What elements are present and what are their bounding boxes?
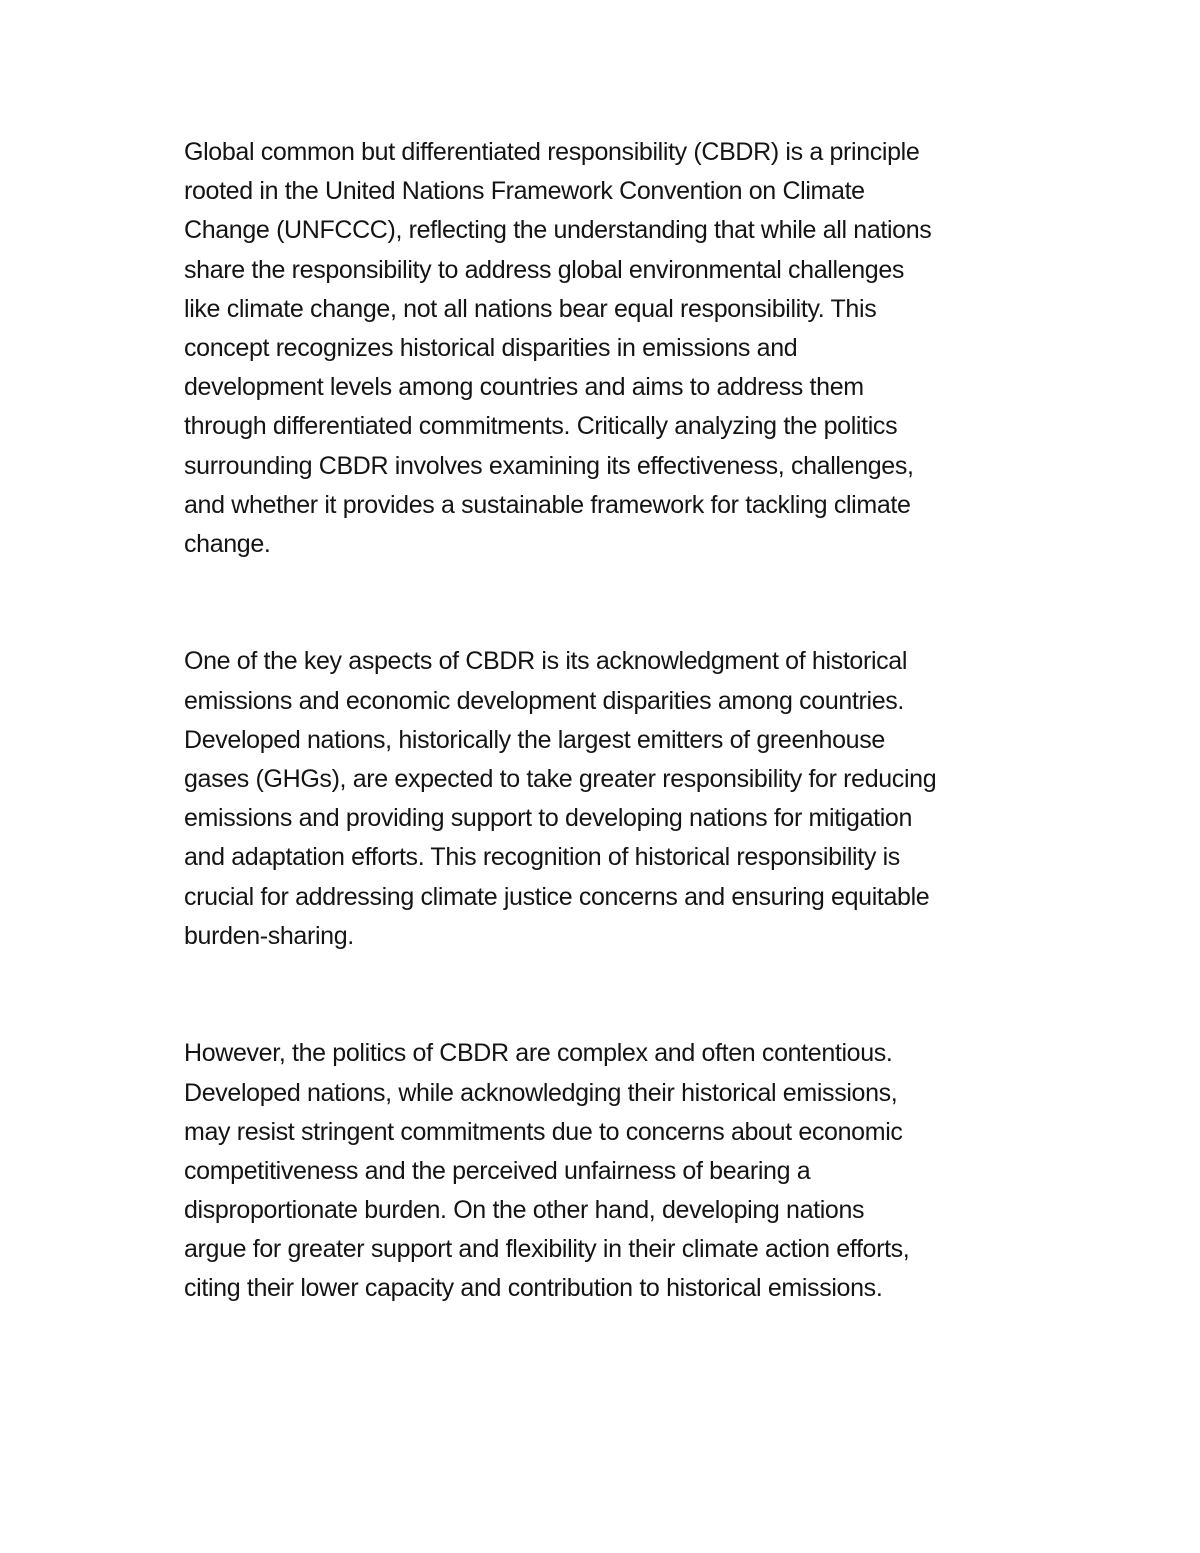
paragraph-line: and whether it provides a sustainable framework for tackling climate <box>184 490 911 519</box>
paragraph-2 <box>184 642 1034 956</box>
paragraph-1 <box>184 133 1034 564</box>
paragraph-line: burden-sharing. <box>184 921 354 950</box>
paragraph-line: emissions and economic development disparities among countries. <box>184 686 905 715</box>
paragraph-line: development levels among countries and aims to address them <box>184 373 864 402</box>
paragraph-line: share the responsibility to address global environmental challenges <box>184 255 905 284</box>
paragraph-line: concept recognizes historical disparities in emissions and <box>184 333 798 362</box>
paragraph-line: through differentiated commitments. Critically analyzing the politics <box>184 412 898 441</box>
document-body <box>184 133 1034 1309</box>
paragraph-line: argue for greater support and flexibility in their climate action efforts, <box>184 1235 910 1264</box>
paragraph-line: surrounding CBDR involves examining its effectiveness, challenges, <box>184 451 914 480</box>
paragraph-3 <box>184 1034 1034 1308</box>
paragraph-line: Global common but differentiated responsibility (CBDR) is a principle <box>184 138 920 166</box>
paragraph-line: gases (GHGs), are expected to take greater responsibility for reducing <box>184 765 937 794</box>
paragraph-line: rooted in the United Nations Framework Convention on Climate <box>184 177 865 206</box>
paragraph-line: may resist stringent commitments due to concerns about economic <box>184 1117 903 1146</box>
paragraph-line: Change (UNFCCC), reflecting the understanding that while all nations <box>184 216 932 245</box>
paragraph-line: and adaptation efforts. This recognition of historical responsibility is <box>184 843 900 872</box>
paragraph-line: One of the key aspects of CBDR is its acknowledgment of historical <box>184 647 908 676</box>
paragraph-line: emissions and providing support to developing nations for mitigation <box>184 804 913 833</box>
paragraph-line: like climate change, not all nations bear equal responsibility. This <box>184 294 877 323</box>
paragraph-line: Developed nations, while acknowledging their historical emissions, <box>184 1078 898 1107</box>
paragraph-line: change. <box>184 529 271 558</box>
paragraph-line: citing their lower capacity and contribution to historical emissions. <box>184 1274 883 1303</box>
paragraph-line: However, the politics of CBDR are complex and often contentious. <box>184 1039 893 1068</box>
paragraph-line: Developed nations, historically the largest emitters of greenhouse <box>184 725 885 754</box>
paragraph-line: disproportionate burden. On the other hand, developing nations <box>184 1196 865 1225</box>
paragraph-line: competitiveness and the perceived unfairness of bearing a <box>184 1156 811 1185</box>
paragraph-line: crucial for addressing climate justice concerns and ensuring equitable <box>184 882 930 911</box>
